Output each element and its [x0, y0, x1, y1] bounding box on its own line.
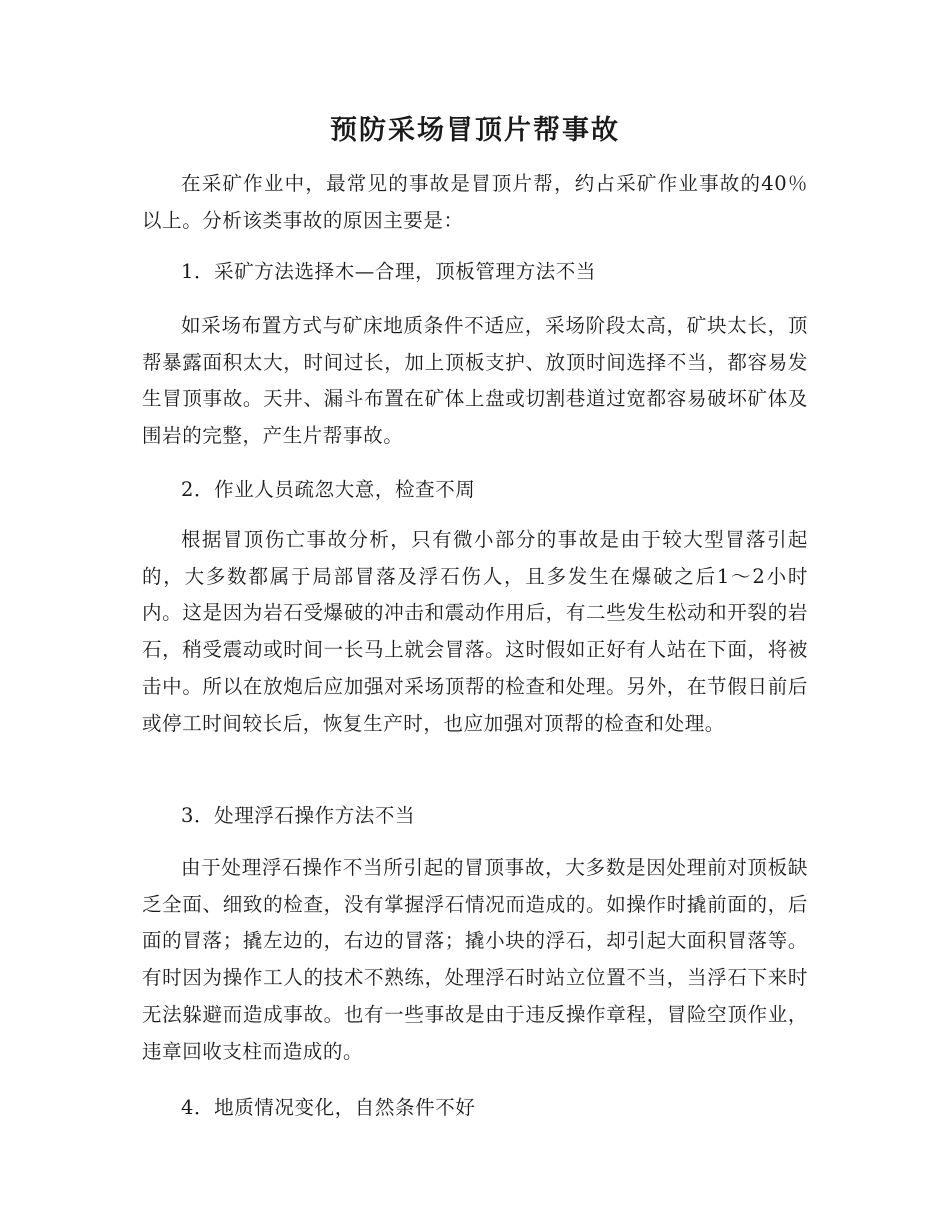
- section-4-heading: 4．地质情况变化，自然条件不好: [181, 1096, 476, 1119]
- section-1-heading: 1．采矿方法选择木—合理，顶板管理方法不当: [181, 260, 597, 283]
- page-title: 预防采场冒顶片帮事故: [330, 115, 620, 146]
- section-3-body: 由于处理浮石操作不当所引起的冒顶事故，大多数是因处理前对顶板缺乏全面、细致的检查，没有掌握浮石情况而造成的。如操作时撬前面的，后面的冒落；撬左边的，右边的冒落；撬小块的浮石，却引起大面积冒落等。有时因为操作工人的技术不熟练，处理浮石时站立位置不当，当浮石下来时无法躲避而造成事故。也有一些事故是由于违反操作章程，冒险空顶作业，违章回收支柱而造成的。: [142, 856, 808, 1063]
- section-2-body: 根据冒顶伤亡事故分析，只有微小部分的事故是由于较大型冒落引起的，大多数都属于局部冒落及浮石伤人，且多发生在爆破之后1～2小时内。这是因为岩石受爆破的冲击和震动作用后，有二些发生松动和开裂的岩石，稍受震动或时间一长马上就会冒落。这时假如正好有人站在下面，将被击中。所以在放炮后应加强对采场顶帮的检查和处理。另外，在节假日前后或停工时间较长后，恢复生产时，也应加强对顶帮的检查和处理。: [142, 528, 808, 735]
- intro-paragraph: 在采矿作业中，最常见的事故是冒顶片帮，约占采矿作业事故的40％以上。分析该类事故的原因主要是：: [142, 172, 808, 232]
- section-1-body: 如采场布置方式与矿床地质条件不适应，采场阶段太高，矿块太长，顶帮暴露面积太大，时间过长，加上顶板支护、放顶时间选择不当，都容易发生冒顶事故。天井、漏斗布置在矿体上盘或切割巷道过宽都容易破坏矿体及围岩的完整，产生片帮事故。: [142, 314, 808, 448]
- section-2-heading: 2．作业人员疏忽大意，检查不周: [181, 478, 476, 501]
- section-3-heading: 3．处理浮石操作方法不当: [181, 804, 416, 827]
